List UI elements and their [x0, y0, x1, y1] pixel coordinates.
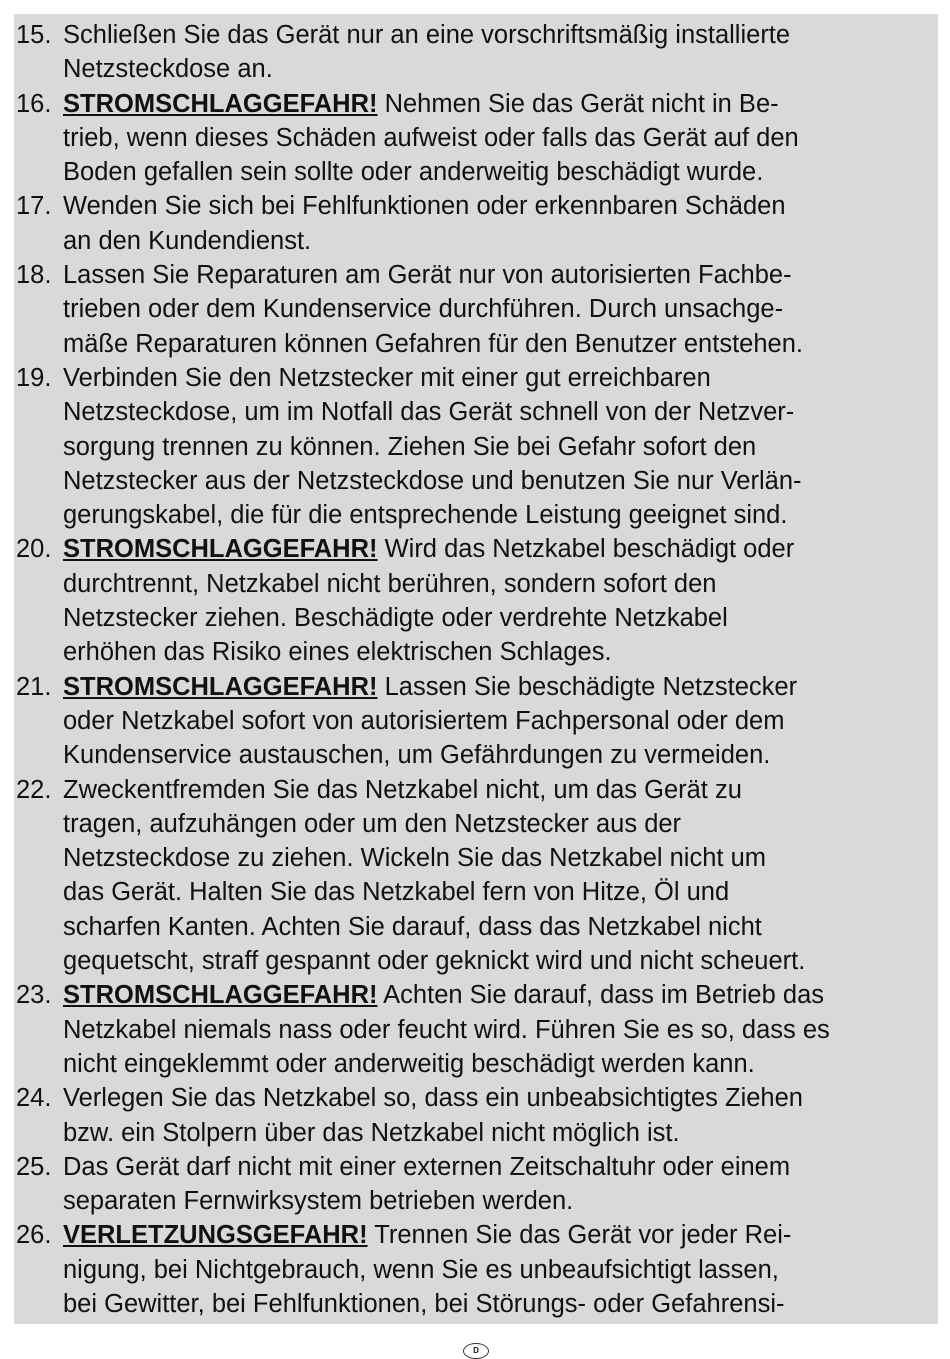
item-text-line [63, 601, 936, 635]
item-text-line [63, 1047, 936, 1081]
item-text: Zweckentfremden Sie das Netzkabel nicht, um das Gerät zu [63, 775, 742, 804]
item-text: nigung, bei Nichtgebrauch, wenn Sie es unbeaufsichtigt lassen, [63, 1255, 779, 1284]
item-text-line [63, 224, 936, 258]
instruction-item [16, 1150, 936, 1219]
item-text: Verlegen Sie das Netzkabel so, dass ein unbeabsichtigtes Ziehen [63, 1084, 803, 1113]
item-text-line [63, 1253, 936, 1287]
item-text-line [63, 910, 936, 944]
item-text-line [63, 52, 936, 86]
item-text-line [63, 430, 936, 464]
item-text-line [63, 841, 936, 875]
item-text: trieb, wenn dieses Schäden aufweist oder falls das Gerät auf den [63, 123, 799, 152]
hazard-warning-label: STROMSCHLAGGEFAHR! [63, 535, 378, 564]
item-text-line [63, 567, 936, 601]
item-text: Verbinden Sie den Netzstecker mit einer gut erreichbaren [63, 363, 711, 392]
item-text: erhöhen das Risiko eines elektrischen Schlages. [63, 638, 612, 667]
instruction-item [16, 1081, 936, 1150]
instruction-item [16, 532, 936, 669]
item-number: 17. [16, 192, 52, 221]
instruction-item [16, 258, 936, 361]
item-text-line [63, 532, 936, 566]
item-text: Lassen Sie beschädigte Netzstecker [377, 672, 798, 701]
item-text: Wenden Sie sich bei Fehlfunktionen oder erkennbaren Schäden [63, 192, 786, 221]
item-text: Netzsteckdose zu ziehen. Wickeln Sie das Netzkabel nicht um [63, 844, 766, 873]
item-text: Nehmen Sie das Gerät nicht in Be- [377, 89, 779, 118]
item-text: bei Gewitter, bei Fehlfunktionen, bei Störungs- oder Gefahrensi- [63, 1289, 785, 1318]
instruction-item [16, 87, 936, 190]
item-text: Achten Sie darauf, dass im Betrieb das [377, 981, 824, 1010]
item-number: 23. [16, 981, 52, 1010]
hazard-warning-label: STROMSCHLAGGEFAHR! [63, 89, 378, 118]
safety-instructions-list [16, 18, 936, 1321]
item-text-line [63, 498, 936, 532]
item-text-line [63, 292, 936, 326]
item-text-line [63, 704, 936, 738]
item-text-line [63, 327, 936, 361]
hazard-warning-label: VERLETZUNGSGEFAHR! [63, 1221, 368, 1250]
item-number: 15. [16, 21, 52, 49]
item-number: 22. [16, 775, 52, 804]
item-text-line [63, 155, 936, 189]
item-text-line [63, 1150, 936, 1184]
item-number: 18. [16, 261, 52, 290]
item-text-line [63, 1218, 936, 1252]
instruction-item [16, 978, 936, 1081]
item-text-line [63, 1013, 936, 1047]
item-text-line [63, 18, 936, 52]
item-number: 16. [16, 89, 52, 118]
instruction-item [16, 773, 936, 979]
item-text: gerungskabel, die für die entsprechende Leistung geeignet sind. [63, 501, 788, 530]
item-text-line [63, 944, 936, 978]
item-text: an den Kundendienst. [63, 226, 312, 255]
item-text: Netzsteckdose, um im Notfall das Gerät schnell von der Netzver- [63, 398, 795, 427]
item-text: mäße Reparaturen können Gefahren für den Benutzer entstehen. [63, 329, 803, 358]
item-text-line [63, 738, 936, 772]
item-text: Lassen Sie Reparaturen am Gerät nur von autorisierten Fachbe- [63, 261, 792, 290]
item-text: durchtrennt, Netzkabel nicht berühren, sondern sofort den [63, 569, 717, 598]
item-text-line [63, 464, 936, 498]
item-text: Netzkabel niemals nass oder feucht wird. Führen Sie es so, dass es [63, 1015, 830, 1044]
item-text-line [63, 1081, 936, 1115]
item-text: Kundenservice austauschen, um Gefährdungen zu vermeiden. [63, 741, 771, 770]
item-text-line [63, 875, 936, 909]
instruction-item [16, 361, 936, 532]
item-text: oder Netzkabel sofort von autorisiertem Fachpersonal oder dem [63, 706, 785, 735]
item-text: Netzstecker aus der Netzsteckdose und benutzen Sie nur Verlän- [63, 466, 802, 495]
item-number: 26. [16, 1221, 52, 1250]
item-text: separaten Fernwirksystem betrieben werden. [63, 1187, 574, 1216]
item-text-line [63, 773, 936, 807]
item-text-line [63, 807, 936, 841]
item-text-line [63, 1287, 936, 1321]
item-text: Trennen Sie das Gerät vor jeder Rei- [367, 1221, 792, 1250]
instruction-item [16, 18, 936, 87]
language-badge: D [463, 1343, 489, 1359]
item-text: Das Gerät darf nicht mit einer externen Zeitschaltuhr oder einem [63, 1152, 791, 1181]
item-text-line [63, 361, 936, 395]
item-text: trieben oder dem Kundenservice durchführen. Durch unsachge- [63, 295, 784, 324]
item-text: Netzstecker ziehen. Beschädigte oder verdrehte Netzkabel [63, 604, 728, 633]
item-text: Boden gefallen sein sollte oder anderweitig beschädigt wurde. [63, 158, 764, 187]
item-text: das Gerät. Halten Sie das Netzkabel fern von Hitze, Öl und [63, 878, 730, 907]
item-text: gequetscht, straff gespannt oder geknickt wird und nicht scheuert. [63, 947, 806, 976]
hazard-warning-label: STROMSCHLAGGEFAHR! [63, 672, 378, 701]
item-text-line [63, 670, 936, 704]
instruction-item [16, 670, 936, 773]
item-text-line [63, 978, 936, 1012]
item-number: 25. [16, 1152, 52, 1181]
item-text: bzw. ein Stolpern über das Netzkabel nicht möglich ist. [63, 1118, 680, 1147]
item-text: Wird das Netzkabel beschädigt oder [377, 535, 795, 564]
item-text-line [63, 258, 936, 292]
item-text-line [63, 1184, 936, 1218]
item-number: 20. [16, 535, 52, 564]
item-number: 21. [16, 672, 52, 701]
item-text-line [63, 395, 936, 429]
item-text: scharfen Kanten. Achten Sie darauf, dass das Netzkabel nicht [63, 912, 762, 941]
item-text: tragen, aufzuhängen oder um den Netzstecker aus der [63, 809, 682, 838]
item-text: Schließen Sie das Gerät nur an eine vorschriftsmäßig installierte [63, 21, 791, 49]
instruction-item [16, 189, 936, 258]
item-text-line [63, 1116, 936, 1150]
item-number: 24. [16, 1084, 52, 1113]
item-text-line [63, 121, 936, 155]
hazard-warning-label: STROMSCHLAGGEFAHR! [63, 981, 378, 1010]
item-text: nicht eingeklemmt oder anderweitig beschädigt werden kann. [63, 1049, 755, 1078]
item-text-line [63, 87, 936, 121]
item-text-line [63, 189, 936, 223]
instruction-item [16, 1218, 936, 1321]
item-text-line [63, 635, 936, 669]
item-text: sorgung trennen zu können. Ziehen Sie bei Gefahr sofort den [63, 432, 757, 461]
item-number: 19. [16, 363, 52, 392]
item-text: Netzsteckdose an. [63, 55, 273, 84]
